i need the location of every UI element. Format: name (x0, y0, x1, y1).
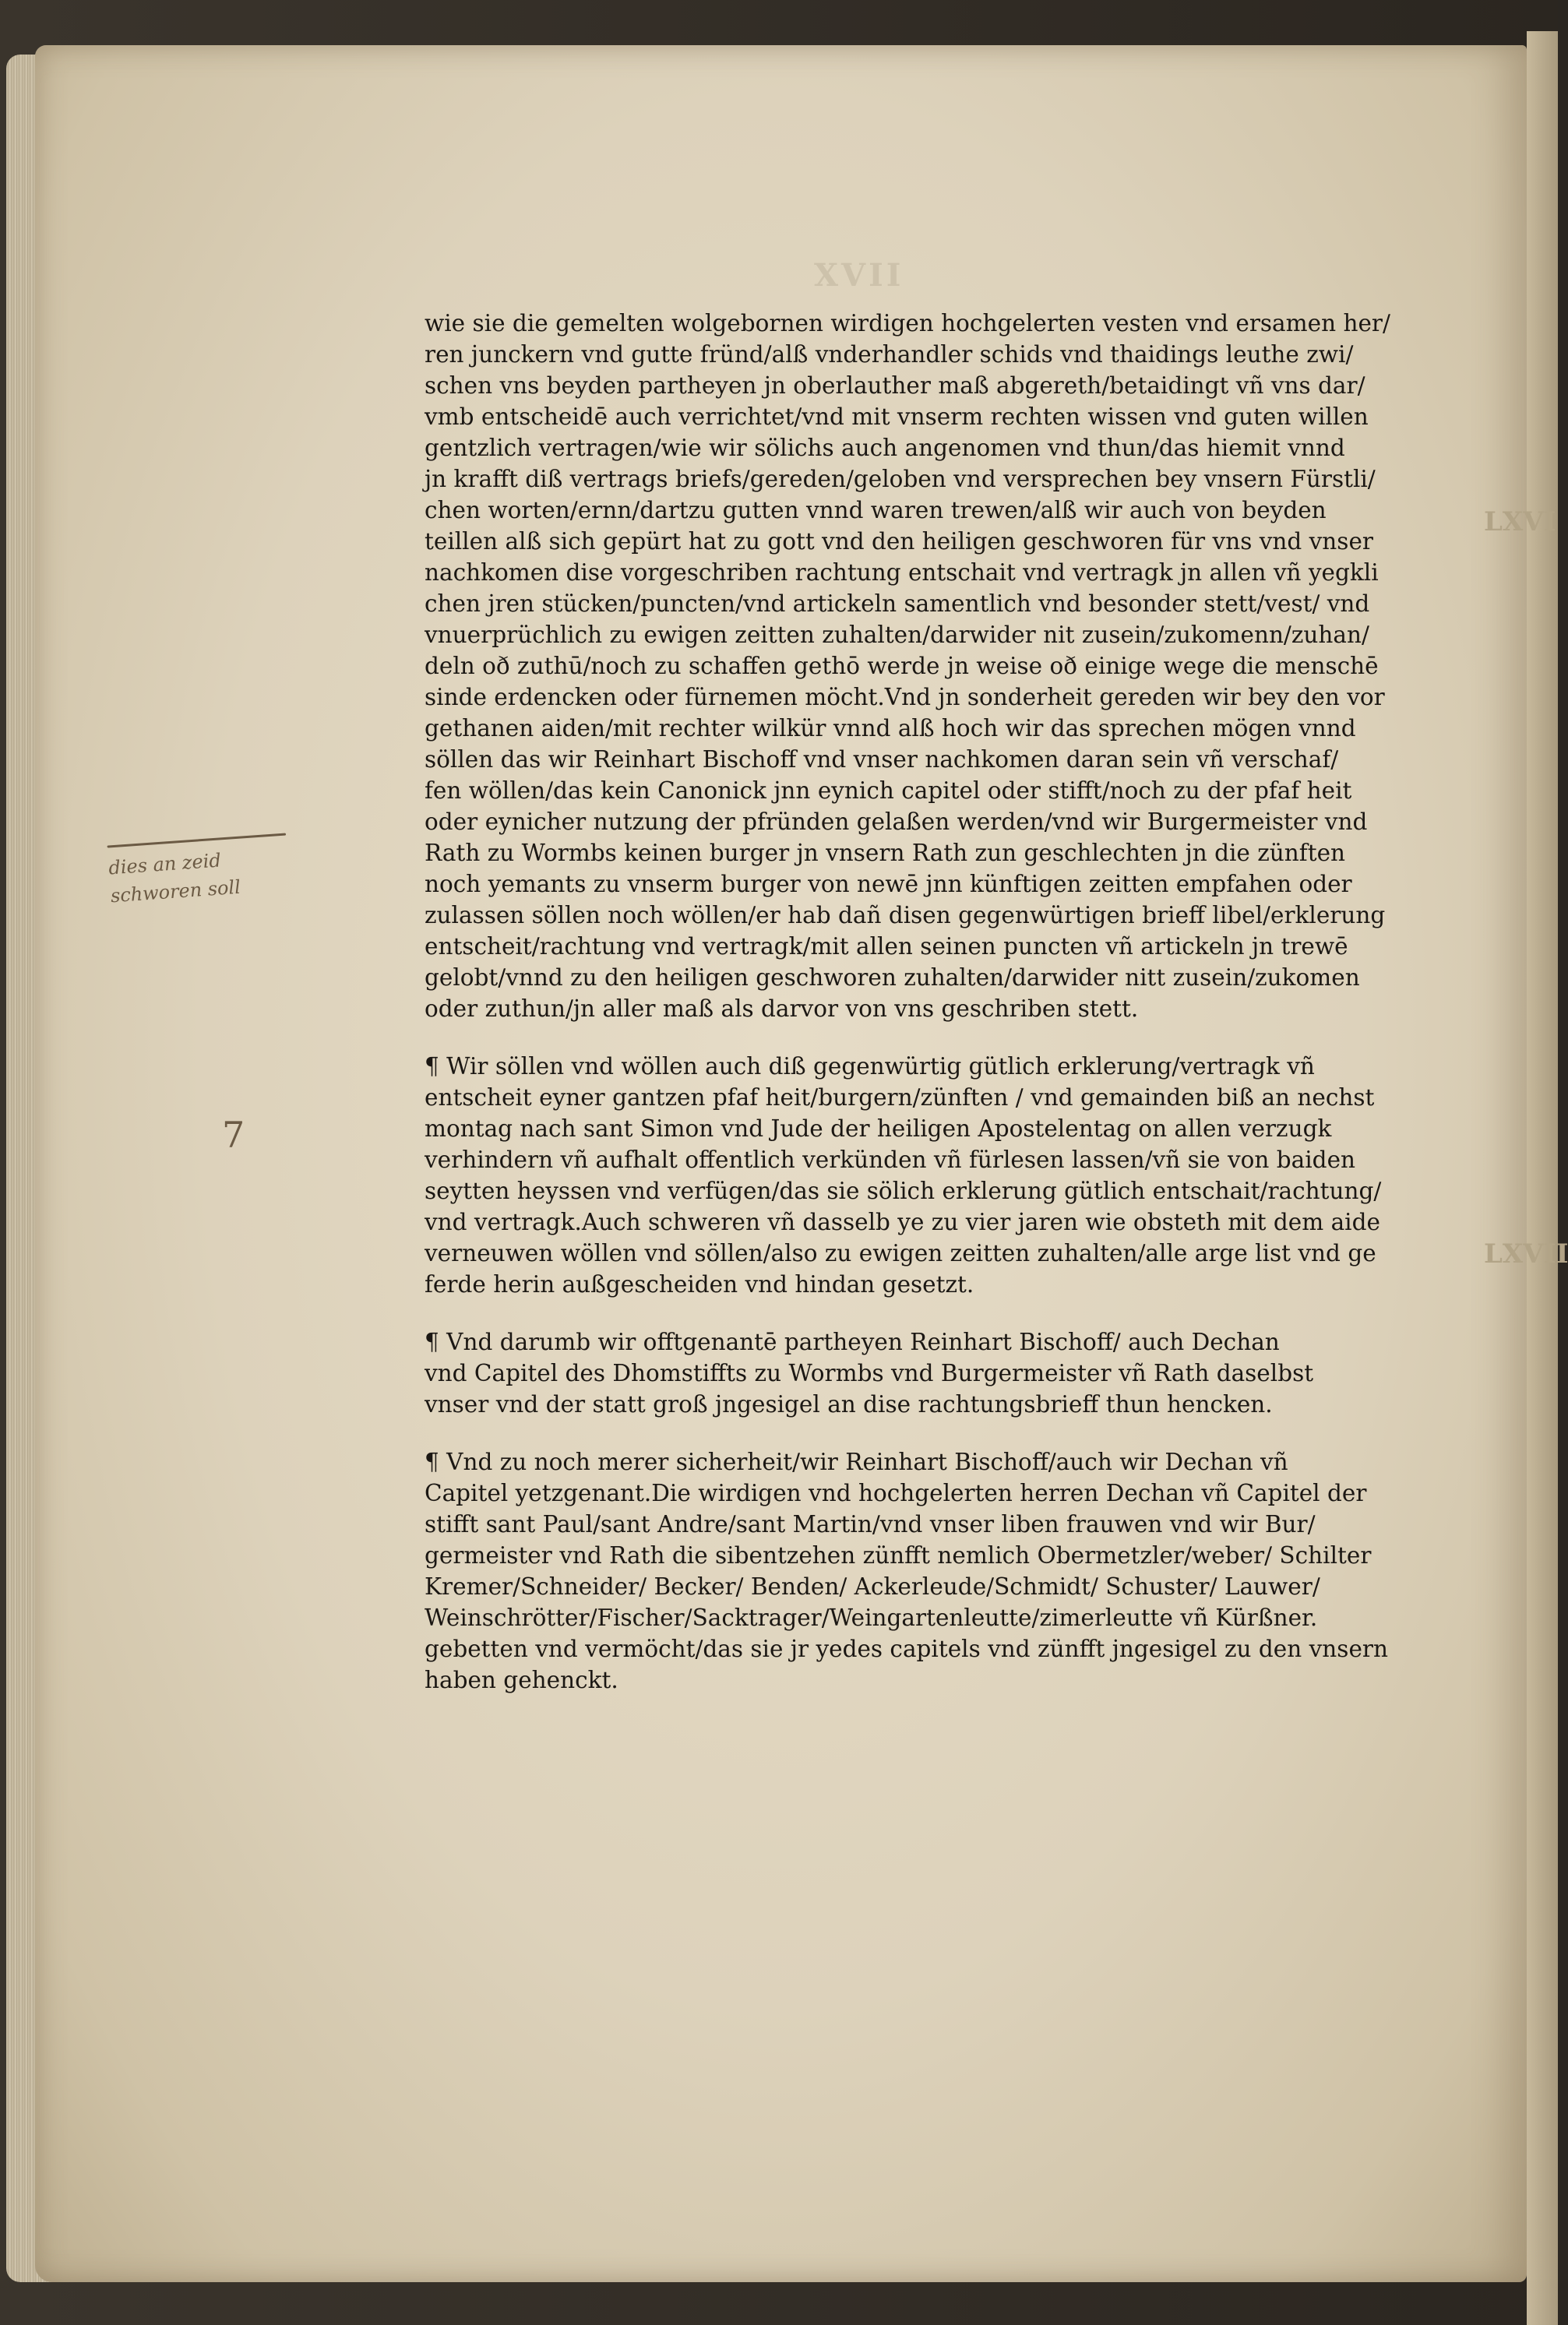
main-text-block (425, 308, 1390, 1722)
bleed-through-folio-1: LXVI (1484, 506, 1556, 537)
paragraph-1: wie sie die gemelten wolgebornen wirdigen hochgelerten vesten vnd ersamen her/ ren junckern vnd gutte fründ/alß vnderhandler schids vnd thaidings leuthe zwi/ schen vns beyden partheyen jn oberlauther maß abgereth/betaidingt vñ vns dar/ vmb entscheidē auch verrichtet/vnd mit vnserm rechten wissen vnd guten willen gentzlich vertragen/wie wir sölichs auch angenomen vnd thun/das hiemit vnnd jn krafft diß vertrags briefs/gereden/geloben vnd versprechen bey vnsern Fürstli/ chen worten/ernn/dartzu gutten vnnd waren trewen/alß wir auch von beyden teillen alß sich gepürt hat zu gott vnd den heiligen geschworen für vns vnd vnser nachkomen dise vorgeschriben rachtung entschait vnd vertragk jn allen vñ yegkli chen jren stücken/puncten/vnd artickeln samentlich vnd besonder stett/vest/ vnd vnuerprüchlich zu ewigen zeitten zuhalten/darwider nit zusein/zukomenn/zuhan/ deln oð zuthū/noch zu schaffen gethō werde jn weise oð einige wege die menschē sinde erdencken oder fürnemen möcht.Vnd jn sonderheit gereden wir bey den vor gethanen aiden/mit rechter wilkür vnnd alß hoch wir das sprechen mögen vnnd söllen das wir Reinhart Bischoff vnd vnser nachkomen daran sein vñ verschaf/ fen wöllen/das kein Canonick jnn eynich capitel oder stifft/noch zu der pfaf heit oder eynicher nutzung der pfründen gelaßen werden/vnd wir Burgermeister vnd Rath zu Wormbs keinen burger jn vnsern Rath zun geschlechten jn die zünften noch yemants zu vnserm burger von newē jnn künftigen zeitten empfahen oder zulassen söllen noch wöllen/er hab dañ disen gegenwürtigen brieff libel/erklerung entscheit/rachtung vnd vertragk/mit allen seinen puncten vñ artickeln jn trewē gelobt/vnnd zu den heiligen geschworen zuhalten/darwider nitt zusein/zukomen oder zuthun/jn aller maß als darvor von vns geschriben stett. (425, 310, 1390, 1022)
running-head: XVII (814, 257, 904, 294)
paragraph-4: ¶ Vnd zu noch merer sicherheit/wir Reinhart Bischoff/auch wir Dechan vñ Capitel yetzgenant.Die wirdigen vnd hochgelerten herren Dechan vñ Capitel der stifft sant Paul/sant Andre/sant Martin/vnd vnser liben frauwen vnd wir Bur/ germeister vnd Rath die sibentzehen zünfft nemlich Obermetzler/weber/ Schilter Kremer/Schneider/ Becker/ Benden/ Ackerleude/Schmidt/ Schuster/ Lauwer/ Weinschrötter/Fischer/Sacktrager/Weingartenleutte/zimerleutte vñ Kürßner. gebetten vnd vermöcht/das sie jr yedes capitels vnd zünfft jngesigel zu den vnsern haben gehenckt. (425, 1449, 1388, 1693)
margin-note-line-1: dies an zeid (107, 849, 222, 879)
margin-note-line-2: schworen soll (110, 875, 241, 907)
paragraph-2: ¶ Wir söllen vnd wöllen auch diß gegenwürtig gütlich erklerung/vertragk vñ entscheit eyner gantzen pfaf heit/burgern/zünften / vnd gemainden biß an nechst montag nach sant Simon vnd Jude der heiligen Apostelentag on allen verzugk verhindern vñ aufhalt offentlich verkünden vñ fürlesen lassen/vñ sie von baiden seytten heyssen vnd verfügen/das sie sölich erklerung gütlich entschait/rachtung/ vnd vertragk.Auch schweren vñ dasselb ye zu vier jaren wie obsteth mit dem aide verneuwen wöllen vnd söllen/also zu ewigen zeitten zuhalten/alle arge list vnd ge ferde herin außgescheiden vnd hindan gesetzt. (425, 1053, 1382, 1298)
bleed-through-folio-2: LXVII (1484, 1238, 1568, 1270)
facing-page-edge (1527, 31, 1558, 2325)
handwritten-margin-mark: 7 (222, 1114, 245, 1156)
paragraph-3: ¶ Vnd darumb wir offtgenantē partheyen Reinhart Bischoff/ auch Dechan vnd Capitel des Dhomstiffts zu Wormbs vnd Burgermeister vñ Rath daselbst vnser vnd der statt groß jngesigel an dise rachtungsbrieff thun hencken. (425, 1329, 1314, 1418)
